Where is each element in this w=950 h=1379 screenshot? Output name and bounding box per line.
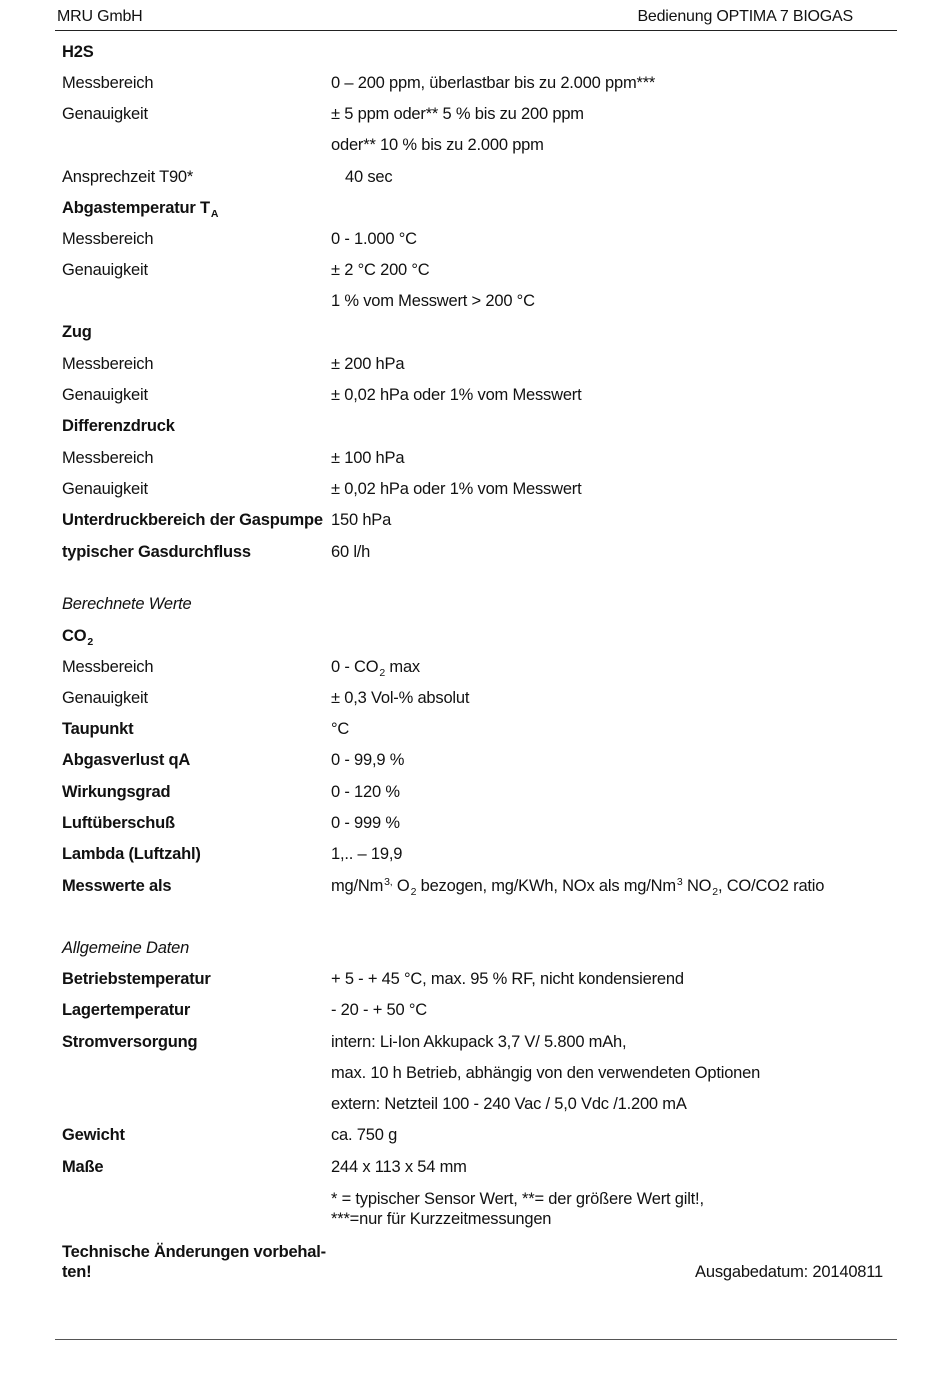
diff-pressure-range-value: ± 100 hPa: [331, 449, 405, 467]
co2-title: $CO_2$: [62, 627, 93, 648]
header-divider: [55, 30, 897, 31]
flue-loss-value: 0 - 99,9 %: [331, 751, 405, 769]
header-company: MRU GmbH: [57, 8, 143, 25]
header-manual-title: Bedienung OPTIMA 7 BIOGAS: [637, 8, 853, 25]
exhaust-temp-range-value: 0 - 1.000 °C: [331, 230, 417, 248]
h2s-accuracy-value: ± 5 ppm oder** 5 % bis zu 200 ppm: [331, 105, 584, 123]
draft-title: Zug: [62, 323, 92, 341]
storage-temp-value: - 20 - + 50 °C: [331, 1001, 427, 1019]
diff-pressure-accuracy-value: ± 0,02 hPa oder 1% vom Messwert: [331, 480, 582, 498]
co2-range-label: Messbereich: [62, 658, 154, 676]
co2-accuracy-label: Genauigkeit: [62, 689, 148, 707]
power-supply-label: Stromversorgung: [62, 1033, 198, 1051]
weight-label: Gewicht: [62, 1126, 125, 1144]
exhaust-temp-accuracy-value: ± 2 °C 200 °C: [331, 261, 430, 279]
diff-pressure-title: Differenzdruck: [62, 417, 175, 435]
dimensions-label: Maße: [62, 1158, 104, 1176]
storage-temp-label: Lagertemperatur: [62, 1001, 191, 1019]
technical-changes-note: [62, 1242, 326, 1282]
diff-pressure-range-label: Messbereich: [62, 449, 154, 467]
lambda-value: 1,.. – 19,9: [331, 845, 403, 863]
efficiency-value: 0 - 120 %: [331, 783, 400, 801]
power-supply-value-2: max. 10 h Betrieb, abhängig von den verwendeten Optionen: [331, 1064, 761, 1082]
gas-flow-value: 60 l/h: [331, 543, 371, 561]
footnotes: [331, 1189, 704, 1229]
draft-accuracy-value: ± 0,02 hPa oder 1% vom Messwert: [331, 386, 582, 404]
technical-changes-line-2: ten!: [62, 1263, 92, 1281]
h2s-accuracy-label: Genauigkeit: [62, 105, 148, 123]
diff-pressure-accuracy-label: Genauigkeit: [62, 480, 148, 498]
issue-date: Ausgabedatum: 20140811: [695, 1263, 883, 1281]
operating-temp-label: Betriebstemperatur: [62, 970, 211, 988]
operating-temp-value: + 5 - + 45 °C, max. 95 % RF, nicht kondensierend: [331, 970, 684, 988]
exhaust-temp-accuracy-label: Genauigkeit: [62, 261, 148, 279]
exhaust-temp-range-label: Messbereich: [62, 230, 154, 248]
dew-point-label: Taupunkt: [62, 720, 134, 738]
lambda-label: Lambda (Luftzahl): [62, 845, 201, 863]
gas-flow-label: typischer Gasdurchfluss: [62, 543, 251, 561]
weight-value: ca. 750 g: [331, 1126, 398, 1144]
excess-air-label: Luftüberschuß: [62, 814, 175, 832]
footnote-2: ***=nur für Kurzzeitmessungen: [331, 1210, 552, 1228]
dew-point-value: °C: [331, 720, 350, 738]
co2-range-value: $0 - CO_2$ max: [331, 658, 420, 679]
calculated-values-heading: Berechnete Werte: [62, 595, 192, 613]
h2s-accuracy-value-2: oder** 10 % bis zu 2.000 ppm: [331, 136, 544, 154]
footnote-1: * = typischer Sensor Wert, **= der größere Wert gilt!,: [331, 1190, 704, 1208]
pump-vacuum-value: 150 hPa: [331, 511, 392, 529]
measurement-units-value: $mg/Nm^{3,}$ $O_2$ bezogen, mg/KWh, NOx als mg/Nm$^3$ $NO_2$, CO/CO2 ratio: [331, 876, 825, 898]
h2s-range-label: Messbereich: [62, 74, 154, 92]
exhaust-temp-accuracy-value-2: 1 % vom Messwert > 200 °C: [331, 292, 535, 310]
dimensions-value: 244 x 113 x 54 mm: [331, 1158, 467, 1176]
technical-changes-line-1: Technische Änderungen vorbehal-: [62, 1243, 326, 1261]
pump-vacuum-label: Unterdruckbereich der Gaspumpe: [62, 511, 323, 529]
excess-air-value: 0 - 999 %: [331, 814, 400, 832]
h2s-t90-value: 40 sec: [345, 168, 393, 186]
h2s-t90-label: Ansprechzeit T90*: [62, 168, 194, 186]
h2s-title: H2S: [62, 43, 94, 61]
exhaust-temp-title: Abgastemperatur $T_A$: [62, 199, 219, 220]
measurement-units-label: Messwerte als: [62, 877, 172, 895]
draft-accuracy-label: Genauigkeit: [62, 386, 148, 404]
draft-range-label: Messbereich: [62, 355, 154, 373]
footer-divider: [55, 1339, 897, 1340]
power-supply-value-3: extern: Netzteil 100 - 240 Vac / 5,0 Vdc /1.200 mA: [331, 1095, 687, 1113]
general-data-heading: Allgemeine Daten: [62, 939, 190, 957]
efficiency-label: Wirkungsgrad: [62, 783, 171, 801]
flue-loss-label: Abgasverlust qA: [62, 751, 191, 769]
draft-range-value: ± 200 hPa: [331, 355, 405, 373]
h2s-range-value: 0 – 200 ppm, überlastbar bis zu 2.000 ppm***: [331, 74, 656, 92]
power-supply-value: intern: Li-Ion Akkupack 3,7 V/ 5.800 mAh,: [331, 1033, 627, 1051]
co2-accuracy-value: ± 0,3 Vol-% absolut: [331, 689, 470, 707]
